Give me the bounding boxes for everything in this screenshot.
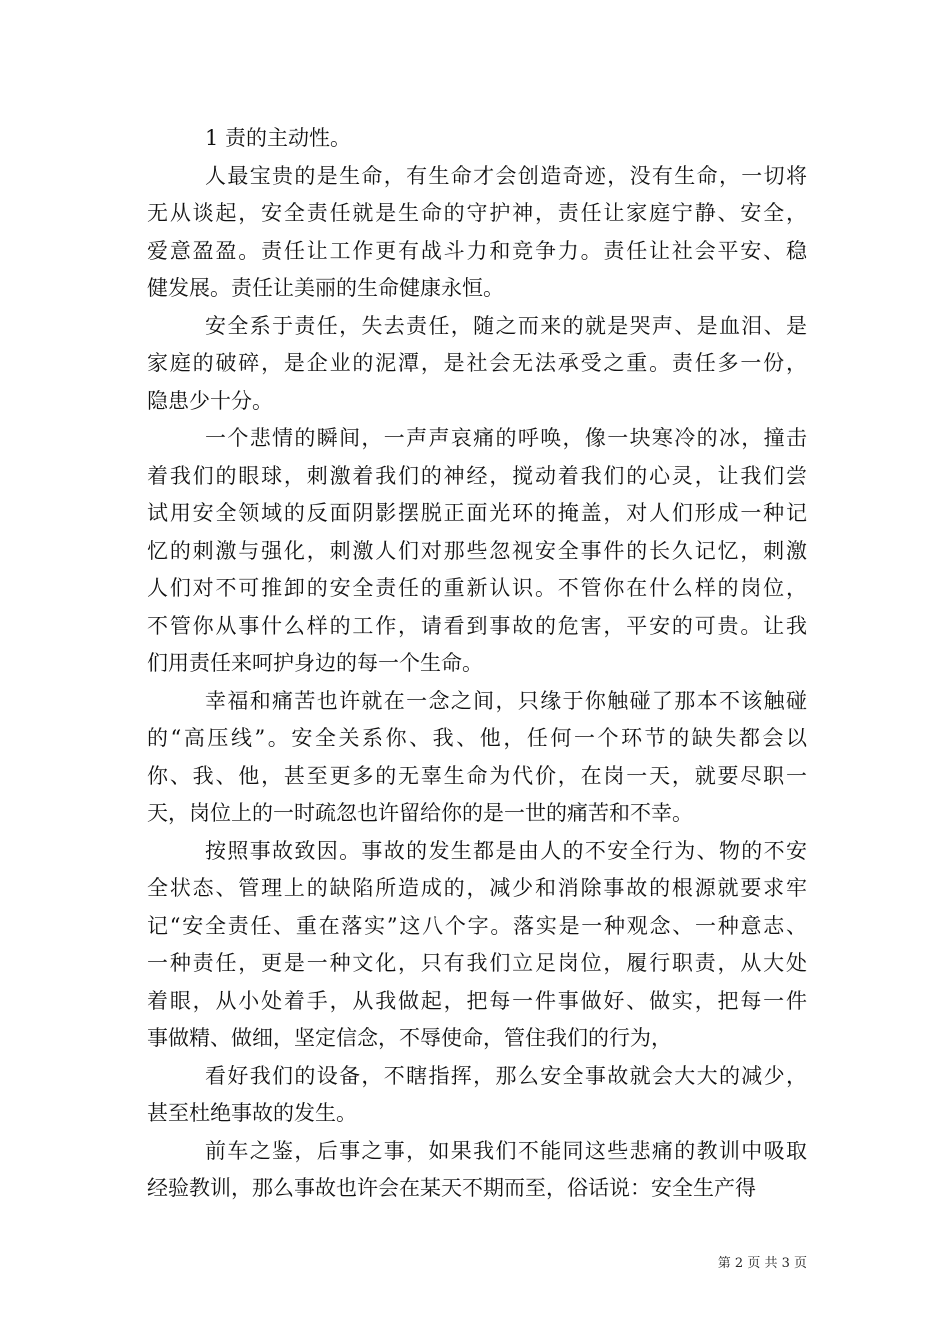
paragraph: [147, 420, 807, 683]
paragraph: [147, 833, 807, 1058]
text-line: 甚至杜绝事故的发生。: [147, 1101, 357, 1125]
text-line: 你、我、他，甚至更多的无辜生命为代价，在岗一天，就要尽职一: [147, 763, 807, 788]
text-line: 看好我们的设备，不瞎指挥，那么安全事故就会大大的减少，: [205, 1063, 807, 1088]
text-line: 试用安全领域的反面阴影摆脱正面光环的掩盖，对人们形成一种记: [147, 501, 807, 525]
text-line: 的“高压线”。安全关系你、我、他，任何一个环节的缺失都会以: [147, 726, 807, 750]
text-line: 爱意盈盈。责任让工作更有战斗力和竞争力。责任让社会平安、稳: [147, 238, 807, 263]
text-line: 经验教训，那么事故也许会在某天不期而至，俗话说：安全生产得: [147, 1176, 756, 1200]
text-line: 人们对不可推卸的安全责任的重新认识。不管你在什么样的岗位，: [147, 576, 807, 600]
text-line: 健发展。责任让美丽的生命健康永恒。: [147, 276, 504, 300]
text-line: 1 责的主动性。: [205, 126, 352, 150]
paragraph: [147, 308, 807, 421]
text-line: 们用责任来呵护身边的每一个生命。: [147, 651, 483, 675]
text-line: 一种责任，更是一种文化，只有我们立足岗位，履行职责，从大处: [147, 951, 807, 975]
text-line: 按照事故致因。事故的发生都是由人的不安全行为、物的不安: [205, 838, 807, 863]
paragraph: [147, 683, 807, 833]
text-line: 忆的刺激与强化，刺激人们对那些忽视安全事件的长久记忆，刺激: [147, 538, 807, 563]
page-number-footer: 第 2 页 共 3 页: [717, 1256, 807, 1271]
text-line: 天，岗位上的一时疏忽也许留给你的是一世的痛苦和不幸。: [147, 801, 693, 825]
text-line: 不管你从事什么样的工作，请看到事故的危害，平安的可贵。让我: [147, 613, 807, 638]
text-line: 前车之鉴，后事之事，如果我们不能同这些悲痛的教训中吸取: [205, 1138, 807, 1163]
text-line: 无从谈起，安全责任就是生命的守护神，责任让家庭宁静、安全，: [147, 201, 807, 225]
text-line: 一个悲情的瞬间，一声声哀痛的呼唤，像一块寒冷的冰，撞击: [205, 426, 807, 450]
paragraph: [147, 1133, 807, 1208]
text-line: 幸福和痛苦也许就在一念之间，只缘于你触碰了那本不该触碰: [205, 688, 807, 713]
text-line: 隐患少十分。: [147, 388, 273, 413]
paragraph: [147, 120, 807, 158]
text-line: 家庭的破碎，是企业的泥潭，是社会无法承受之重。责任多一份，: [147, 351, 807, 375]
text-line: 着我们的眼球，刺激着我们的神经，搅动着我们的心灵，让我们尝: [147, 463, 807, 488]
text-line: 着眼，从小处着手，从我做起，把每一件事做好、做实，把每一件: [147, 988, 807, 1013]
document-body: [147, 120, 807, 1208]
paragraph: [147, 158, 807, 308]
text-line: 人最宝贵的是生命，有生命才会创造奇迹，没有生命，一切将: [205, 163, 807, 188]
paragraph: [147, 1058, 807, 1133]
text-line: 安全系于责任，失去责任，随之而来的就是哭声、是血泪、是: [205, 313, 807, 338]
text-line: 全状态、管理上的缺陷所造成的，减少和消除事故的根源就要求牢: [147, 876, 807, 900]
text-line: 记“安全责任、重在落实”这八个字。落实是一种观念、一种意志、: [147, 913, 807, 938]
text-line: 事做精、做细，坚定信念，不辱使命，管住我们的行为，: [147, 1026, 672, 1050]
